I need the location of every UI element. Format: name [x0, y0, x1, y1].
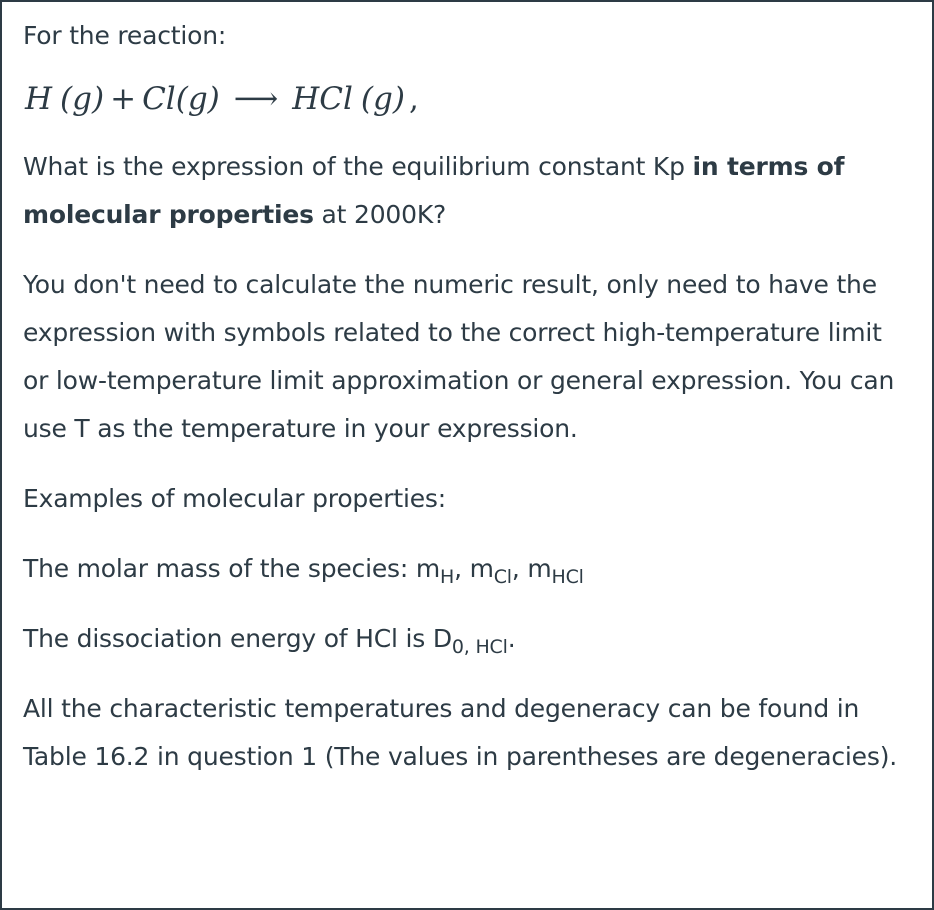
- dissociation-end: .: [507, 624, 516, 653]
- question-before: What is the expression of the equilibrium constant Kp: [23, 152, 693, 181]
- dissociation-sub: 0, HCl: [451, 636, 508, 658]
- molar-mass-sep1: ,: [454, 554, 470, 583]
- molar-mass-text: [23, 545, 912, 593]
- eq-hydrogen: H: [25, 81, 53, 117]
- question-text: [23, 143, 912, 239]
- question-bold: in terms of molecular properties: [23, 152, 845, 229]
- eq-plus: +: [110, 81, 137, 117]
- instructions-text: You don't need to calculate the numeric result, only need to have the expression with symbols related to the correct high-temperature limit or low-temperature limit approximation or general expression. You can use T as the temperature in your expression.: [23, 270, 895, 443]
- eq-chlorine-state: (g): [175, 81, 220, 117]
- question-after: at 2000K?: [313, 200, 447, 229]
- molar-mass-sep2: ,: [511, 554, 528, 583]
- eq-hcl-state: (g): [360, 81, 405, 117]
- intro-text: For the reaction:: [23, 21, 227, 50]
- dissociation-label: The dissociation energy of HCl is D: [23, 624, 452, 653]
- dissociation-text: [23, 615, 912, 663]
- eq-chlorine: Cl: [142, 81, 176, 117]
- eq-hydrogen-state: (g): [60, 81, 105, 117]
- reaction-equation: [25, 75, 912, 123]
- molar-mass-sub-hcl: HCl: [551, 566, 584, 588]
- molar-mass-sub-h: H: [439, 566, 455, 588]
- eq-comma: ,: [408, 81, 419, 117]
- molar-mass-sub-cl: Cl: [493, 566, 512, 588]
- eq-hcl: HCl: [292, 81, 353, 117]
- examples-heading: Examples of molecular properties:: [23, 484, 446, 513]
- molar-mass-label: The molar mass of the species:: [23, 554, 416, 583]
- molar-mass-m-hcl: m: [527, 554, 552, 583]
- molar-mass-m-h: m: [415, 554, 440, 583]
- characteristic-text: All the characteristic temperatures and degeneracy can be found in Table 16.2 in question 1 (The values in parentheses are degeneracies).: [23, 694, 897, 771]
- eq-arrow: ⟶: [233, 81, 279, 117]
- molar-mass-m-cl: m: [469, 554, 494, 583]
